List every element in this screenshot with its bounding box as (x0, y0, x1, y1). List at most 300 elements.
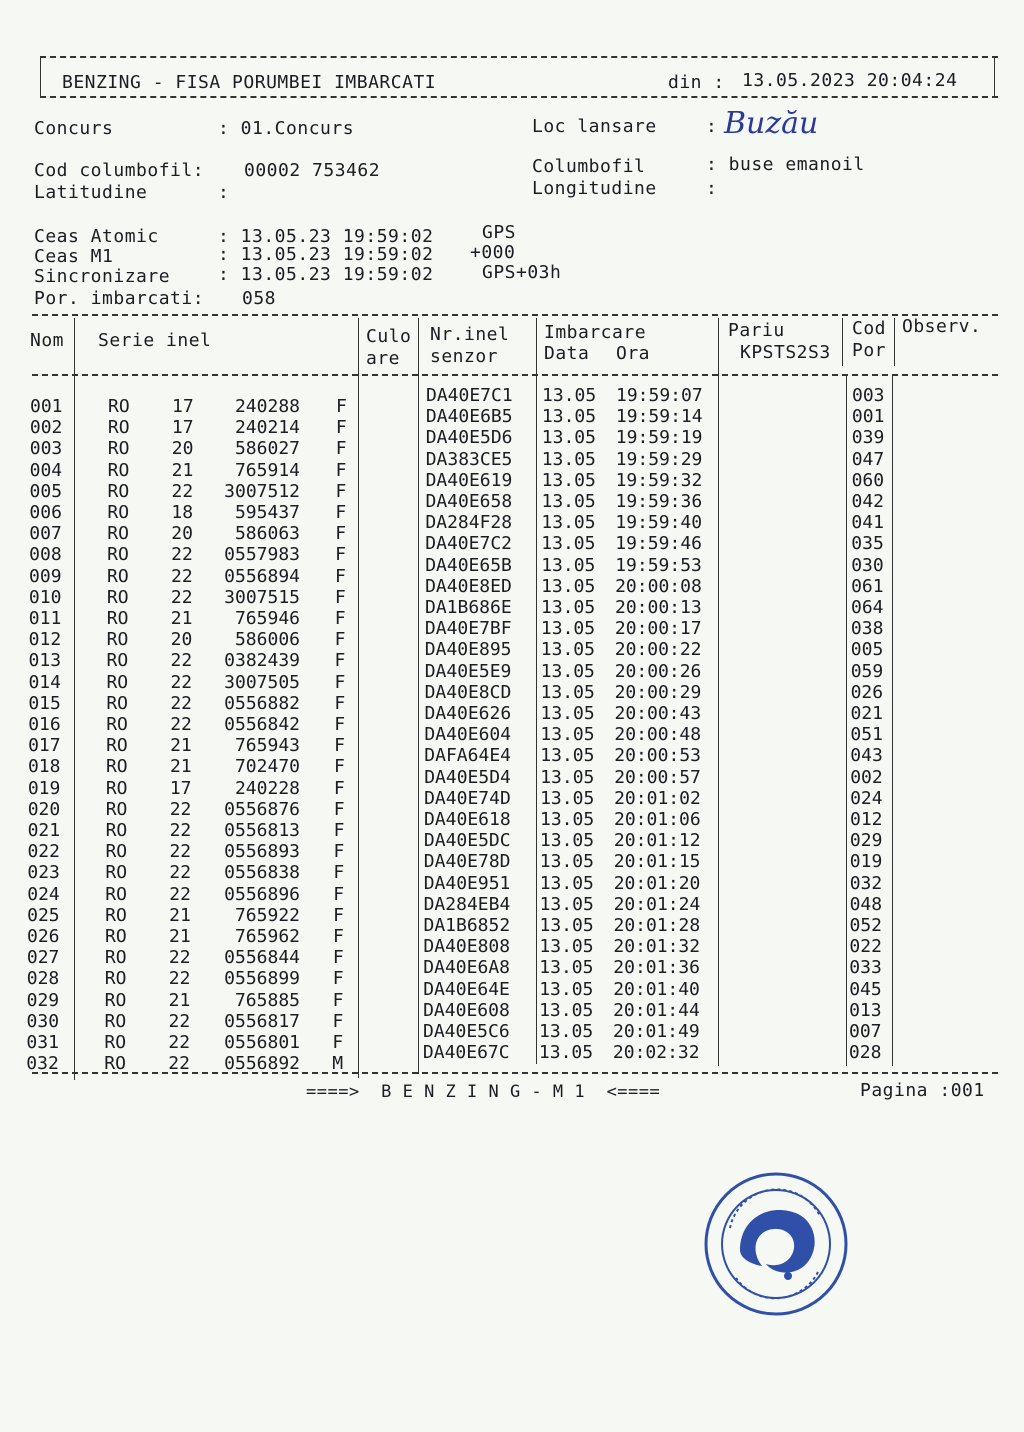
cell-cod: 012 (850, 809, 883, 830)
cell-tara: RO (106, 586, 129, 608)
cell-an: 21 (170, 735, 192, 757)
cell-tara: RO (106, 650, 129, 672)
cell-nr: 3007512 (224, 480, 300, 502)
cell-tara: RO (106, 671, 129, 693)
cell-senzor: DA40E5C6 (423, 1021, 510, 1042)
latitudine-label: Latitudine (34, 182, 148, 203)
cell-sex: F (333, 904, 344, 926)
cell-sex: F (335, 459, 347, 481)
cell-ora: 20:00:48 (614, 724, 702, 746)
cell-nom: 015 (28, 692, 61, 714)
cell-ora: 19:59:07 (616, 385, 703, 406)
cell-cod: 019 (849, 851, 883, 873)
cell-tara: RO (105, 756, 128, 778)
cell-senzor: DA1B6852 (423, 915, 511, 936)
table-top-border (32, 314, 998, 316)
cell-nom: 002 (29, 417, 63, 439)
cell-nr: 0556842 (224, 714, 300, 735)
cell-nr: 586063 (234, 523, 300, 545)
cell-senzor: DA1B686E (425, 597, 512, 618)
header-right-border (994, 58, 995, 96)
cell-senzor: DA40E74D (424, 787, 511, 809)
cell-sex: M (332, 1053, 344, 1075)
cell-tara: RO (107, 417, 130, 439)
ceas-m1-value: : 13.05.23 19:59:02 (218, 244, 434, 265)
cell-cod: 047 (851, 448, 885, 470)
cell-nr: 586027 (234, 438, 300, 460)
cell-nr: 586006 (234, 629, 300, 651)
cell-cod: 033 (849, 957, 882, 979)
cell-ora: 20:00:26 (614, 660, 702, 682)
por-imbarcati-label: Por. imbarcati: (34, 288, 205, 309)
cell-an: 22 (168, 1053, 190, 1075)
col-sep-observ (892, 376, 893, 1066)
cell-ora: 20:00:29 (614, 681, 702, 703)
cell-tara: RO (106, 735, 128, 757)
cell-data: 13.05 (540, 745, 595, 767)
cell-senzor: DA40E658 (425, 491, 513, 512)
cell-sex: F (334, 608, 346, 629)
cell-sex: F (335, 565, 346, 587)
cell-tara: RO (105, 841, 128, 863)
sincronizare-value: : 13.05.23 19:59:02 (218, 264, 434, 285)
cell-tara: RO (108, 396, 130, 417)
cell-tara: RO (107, 438, 130, 460)
cell-an: 22 (169, 862, 192, 884)
cell-senzor: DA40E7C1 (426, 385, 513, 406)
cell-an: 20 (171, 438, 194, 460)
pigeon-stamp-icon (700, 1168, 852, 1320)
cell-senzor: DA40E64E (423, 978, 510, 1000)
cell-nr: 0556896 (224, 883, 300, 905)
cell-senzor: DA40E6A8 (423, 957, 510, 979)
cell-an: 22 (170, 671, 193, 693)
columbofil-label: Columbofil (532, 156, 646, 177)
cell-ora: 20:01:06 (614, 809, 701, 830)
cell-sex: F (334, 650, 346, 672)
cell-tara: RO (107, 459, 130, 481)
cell-nom: 008 (29, 544, 62, 566)
cell-nom: 010 (28, 586, 62, 608)
header-cod-1: Cod (852, 318, 887, 339)
cell-ora: 20:00:43 (614, 703, 702, 724)
cell-sex: F (333, 820, 345, 841)
cell-sex: F (333, 841, 345, 863)
cell-sex: F (335, 438, 347, 460)
cell-ora: 20:00:57 (614, 766, 701, 788)
cell-data: 13.05 (540, 703, 595, 724)
cell-cod: 052 (849, 915, 883, 936)
sincronizare-label: Sincronizare (34, 266, 171, 287)
cell-cod: 045 (849, 978, 882, 1000)
header-culoare-1: Culo (366, 326, 412, 347)
cell-an: 22 (168, 1010, 191, 1032)
columbofil-value: : buse emanoil (706, 154, 865, 175)
loc-lansare-handwritten: Buzău (724, 106, 819, 141)
cell-senzor: DA40E65B (425, 554, 512, 576)
col-sep-culoare (418, 318, 419, 1074)
longitudine-label: Longitudine (532, 178, 657, 199)
cell-nr: 0556844 (224, 947, 300, 969)
cod-columbofil-value: 00002 753462 (244, 160, 381, 181)
cell-data: 13.05 (540, 681, 595, 703)
cell-nr: 595437 (234, 502, 300, 523)
cell-senzor: DA40E5E9 (424, 660, 512, 682)
cell-an: 21 (169, 756, 192, 778)
cell-ora: 20:00:17 (614, 618, 702, 640)
cell-an: 17 (172, 396, 194, 417)
cell-tara: RO (107, 480, 130, 502)
cell-nr: 0556813 (224, 820, 300, 841)
cell-nr: 0556899 (224, 968, 300, 990)
cell-data: 13.05 (541, 406, 597, 428)
cell-ora: 19:59:14 (615, 406, 703, 428)
cell-nr: 3007505 (224, 671, 300, 693)
cell-ora: 20:01:20 (613, 872, 701, 894)
header-nom: Nom (30, 330, 65, 351)
cell-nr: 240228 (234, 777, 300, 799)
header-pariu-1: Pariu (728, 320, 785, 341)
cell-an: 22 (170, 586, 193, 608)
cell-sex: F (335, 480, 347, 502)
header-ora: Ora (616, 343, 651, 364)
cell-nr: 0556893 (224, 841, 300, 863)
cell-cod: 059 (850, 660, 884, 682)
latitudine-value: : (218, 182, 230, 203)
col-sep-cod-right (894, 318, 895, 366)
cell-ora: 20:00:13 (615, 597, 702, 618)
cell-an: 21 (169, 926, 191, 947)
cell-data: 13.05 (542, 385, 597, 406)
cell-sex: F (332, 1010, 344, 1032)
cell-cod: 013 (849, 999, 882, 1021)
cell-cod: 021 (850, 703, 884, 724)
cell-nom: 003 (29, 438, 63, 460)
cell-cod: 022 (849, 936, 882, 958)
cell-an: 17 (171, 417, 194, 439)
cell-nom: 021 (27, 820, 61, 841)
cell-senzor: DA40E626 (424, 703, 512, 724)
cell-nr: 0556882 (224, 692, 300, 714)
cell-sex: F (333, 926, 344, 947)
cell-nom: 016 (28, 714, 61, 735)
cell-sex: F (334, 735, 345, 757)
cell-ora: 20:00:22 (614, 639, 702, 661)
cell-an: 22 (168, 1032, 191, 1053)
cell-senzor: DA40E5D4 (424, 766, 511, 788)
cell-cod: 028 (848, 1042, 882, 1064)
cell-ora: 20:01:36 (613, 957, 700, 979)
cell-nom: 011 (28, 608, 62, 629)
cell-data: 13.05 (541, 533, 596, 555)
cell-ora: 20:01:02 (614, 787, 701, 809)
cell-an: 22 (169, 883, 191, 905)
cell-nom: 009 (29, 565, 62, 587)
cell-nom: 026 (27, 926, 60, 947)
ceas-atomic-value: : 13.05.23 19:59:02 (218, 226, 434, 247)
cell-nr: 765943 (234, 735, 300, 757)
cell-sex: F (336, 396, 347, 417)
cell-nr: 0557983 (224, 544, 300, 566)
cell-data: 13.05 (540, 766, 595, 788)
cell-tara: RO (106, 692, 128, 714)
cell-an: 22 (169, 841, 192, 863)
cell-data: 13.05 (539, 830, 595, 852)
header-left-border (40, 58, 41, 98)
cell-an: 22 (169, 798, 192, 820)
cell-senzor: DA40E619 (425, 469, 513, 491)
cell-cod: 001 (851, 406, 885, 428)
cell-nom: 027 (26, 947, 60, 969)
cell-an: 22 (171, 480, 194, 502)
cell-senzor: DA40E8ED (425, 575, 512, 597)
cell-senzor: DA40E78D (423, 851, 511, 873)
col-sep-nom (74, 318, 75, 1080)
col-sep-pariu (842, 318, 843, 366)
cell-sex: F (334, 714, 346, 735)
cell-data: 13.05 (539, 999, 594, 1021)
cell-cod: 035 (851, 533, 884, 555)
cell-senzor: DAFA64E4 (424, 745, 511, 767)
cell-data: 13.05 (540, 787, 595, 809)
cell-ora: 19:59:32 (615, 469, 703, 491)
cell-nom: 020 (27, 798, 61, 820)
cell-sex: F (333, 798, 345, 820)
cell-tara: RO (105, 798, 128, 820)
cell-tara: RO (105, 820, 128, 841)
cell-ora: 20:01:24 (613, 893, 701, 915)
cell-cod: 029 (849, 830, 883, 852)
cell-cod: 042 (851, 491, 885, 512)
cell-nr: 765885 (234, 989, 300, 1011)
cell-tara: RO (107, 544, 129, 566)
header-title: BENZING - FISA PORUMBEI IMBARCATI (62, 72, 437, 93)
cell-nom: 022 (27, 841, 60, 863)
cell-an: 22 (168, 968, 191, 990)
header-culoare-2: are (366, 348, 401, 369)
cell-cod: 039 (851, 427, 885, 449)
cell-an: 22 (169, 820, 192, 841)
cell-senzor: DA40E5DC (423, 830, 511, 852)
cell-nr: 240214 (234, 417, 300, 439)
cell-sex: F (334, 629, 346, 651)
cell-nr: 702470 (234, 756, 300, 778)
header-date-label: din : (668, 72, 725, 93)
cell-cod: 051 (850, 724, 883, 746)
cell-an: 21 (169, 904, 191, 926)
cell-tara: RO (107, 523, 129, 545)
cell-data: 13.05 (541, 427, 596, 449)
cell-ora: 20:01:28 (613, 915, 701, 936)
col-sep-imbarcare (718, 318, 719, 1066)
cell-ora: 19:59:40 (615, 512, 703, 534)
cell-sex: F (335, 502, 347, 523)
cell-cod: 038 (850, 618, 884, 640)
cell-sex: F (332, 1032, 344, 1053)
cell-tara: RO (107, 502, 130, 523)
cod-columbofil-label: Cod columbofil: (34, 160, 205, 181)
cell-data: 13.05 (541, 575, 596, 597)
cell-an: 22 (170, 714, 192, 735)
ceas-atomic-label: Ceas Atomic (34, 226, 159, 247)
cell-an: 20 (171, 523, 193, 545)
cell-tara: RO (105, 862, 128, 884)
cell-data: 13.05 (540, 639, 595, 661)
cell-senzor: DA40E895 (424, 639, 512, 661)
cell-data: 13.05 (541, 491, 596, 512)
cell-data: 13.05 (541, 554, 596, 576)
cell-cod: 007 (849, 1021, 882, 1042)
cell-data: 13.05 (540, 724, 595, 746)
cell-tara: RO (105, 883, 127, 905)
cell-data: 13.05 (541, 597, 596, 618)
cell-data: 13.05 (538, 1042, 594, 1064)
cell-tara: RO (105, 926, 127, 947)
cell-nr: 765962 (234, 926, 300, 947)
table-header-border (32, 374, 998, 376)
cell-data: 13.05 (540, 618, 596, 640)
cell-senzor: DA40E5D6 (425, 427, 513, 449)
cell-ora: 20:00:08 (615, 575, 702, 597)
concurs-label: Concurs (34, 118, 114, 139)
cell-senzor: DA40E604 (424, 724, 512, 746)
cell-nom: 028 (26, 968, 60, 990)
cell-data: 13.05 (540, 660, 595, 682)
cell-sex: F (334, 586, 346, 608)
cell-sex: F (335, 523, 347, 545)
cell-nom: 005 (29, 480, 63, 502)
cell-senzor: DA40E6B5 (425, 406, 513, 428)
header-top-border (40, 56, 998, 58)
cell-cod: 026 (850, 681, 884, 703)
cell-nr: 0382439 (224, 650, 300, 672)
cell-nom: 001 (30, 396, 63, 417)
cell-ora: 20:02:32 (612, 1042, 700, 1064)
cell-ora: 20:01:32 (613, 936, 701, 958)
cell-sex: F (332, 968, 344, 990)
cell-senzor: DA383CE5 (425, 448, 513, 470)
cell-tara: RO (104, 968, 127, 990)
cell-nr: 765914 (234, 459, 300, 481)
cell-cod: 032 (849, 872, 883, 894)
cell-nr: 0556838 (224, 862, 300, 884)
cell-nr: 0556876 (224, 798, 300, 820)
cell-ora: 20:01:15 (613, 851, 701, 873)
cell-nom: 018 (27, 756, 61, 778)
cell-nom: 017 (28, 735, 61, 757)
cell-senzor: DA40E951 (423, 872, 511, 894)
cell-sex: F (333, 862, 345, 884)
cell-sex: F (333, 756, 345, 778)
cell-ora: 20:01:44 (613, 999, 700, 1021)
cell-nr: 3007515 (224, 586, 300, 608)
page-number: Pagina :001 (860, 1080, 985, 1101)
cell-sex: F (334, 671, 346, 693)
cell-ora: 20:00:53 (614, 745, 701, 767)
cell-tara: RO (106, 714, 128, 735)
cell-sex: F (335, 417, 347, 439)
cell-nom: 013 (28, 650, 62, 672)
cell-an: 22 (171, 565, 193, 587)
cell-cod: 064 (851, 597, 884, 618)
cell-sex: F (333, 883, 345, 905)
cell-tara: RO (105, 777, 128, 799)
cell-data: 13.05 (540, 809, 595, 830)
cell-tara: RO (104, 1053, 126, 1075)
cell-cod: 041 (851, 512, 884, 534)
cell-data: 13.05 (541, 469, 596, 491)
header-pariu-2: KPSTS2S3 (740, 342, 831, 363)
cell-tara: RO (104, 947, 127, 969)
cell-tara: RO (106, 608, 129, 629)
header-observ: Observ. (902, 316, 982, 337)
cell-tara: RO (106, 629, 129, 651)
cell-nr: 765922 (234, 904, 300, 926)
cell-cod: 060 (851, 469, 885, 491)
cell-an: 21 (168, 989, 191, 1011)
cell-nr: 0556801 (224, 1032, 300, 1053)
ceas-m1-label: Ceas M1 (34, 246, 114, 267)
cell-nom: 032 (26, 1053, 59, 1075)
cell-senzor: DA40E7BF (424, 618, 512, 640)
loc-lansare-colon: : (706, 116, 718, 137)
cell-cod: 024 (850, 787, 883, 809)
cell-ora: 19:59:46 (615, 533, 702, 555)
footer-brand: ====> B E N Z I N G - M 1 <==== (306, 1082, 661, 1102)
cell-an: 21 (170, 608, 193, 629)
longitudine-value: : (706, 178, 718, 199)
cell-ora: 19:59:19 (615, 427, 703, 449)
cell-senzor: DA284EB4 (423, 893, 511, 915)
cell-nr: 765946 (234, 608, 300, 629)
cell-nr: 240288 (234, 396, 300, 417)
cell-nr: 0556817 (224, 1010, 300, 1032)
cell-nom: 031 (26, 1032, 59, 1053)
col-sep-serie (358, 318, 359, 1078)
header-serie-inel: Serie inel (98, 330, 212, 351)
cell-nom: 023 (27, 862, 60, 884)
cell-data: 13.05 (539, 1021, 594, 1042)
cell-data: 13.05 (539, 851, 594, 873)
ceas-m1-suffix: +000 (470, 242, 516, 263)
cell-an: 20 (170, 629, 193, 651)
cell-nom: 024 (27, 883, 60, 905)
cell-cod: 005 (850, 639, 884, 661)
cell-nom: 007 (29, 523, 62, 545)
cell-sex: F (335, 544, 346, 566)
cell-sex: F (333, 777, 345, 799)
cell-sex: F (332, 947, 344, 969)
cell-tara: RO (104, 1032, 127, 1053)
cell-nom: 019 (27, 777, 61, 799)
cell-senzor: DA40E608 (423, 999, 510, 1021)
cell-an: 22 (171, 544, 193, 566)
cell-cod: 043 (850, 745, 883, 767)
cell-tara: RO (105, 904, 127, 926)
header-nr-inel-2: senzor (430, 346, 499, 367)
cell-cod: 048 (849, 893, 883, 915)
por-imbarcati-value: 058 (242, 288, 277, 309)
cell-ora: 20:01:49 (613, 1021, 700, 1042)
cell-senzor: DA40E808 (423, 936, 511, 958)
header-date-value: 13.05.2023 20:04:24 (742, 70, 958, 91)
cell-nom: 030 (26, 1010, 60, 1032)
col-sep-cod-left (846, 376, 847, 1066)
cell-nom: 012 (28, 629, 62, 651)
concurs-value: : 01.Concurs (218, 118, 355, 139)
sincronizare-suffix: GPS+03h (482, 262, 562, 283)
cell-data: 13.05 (539, 915, 594, 936)
